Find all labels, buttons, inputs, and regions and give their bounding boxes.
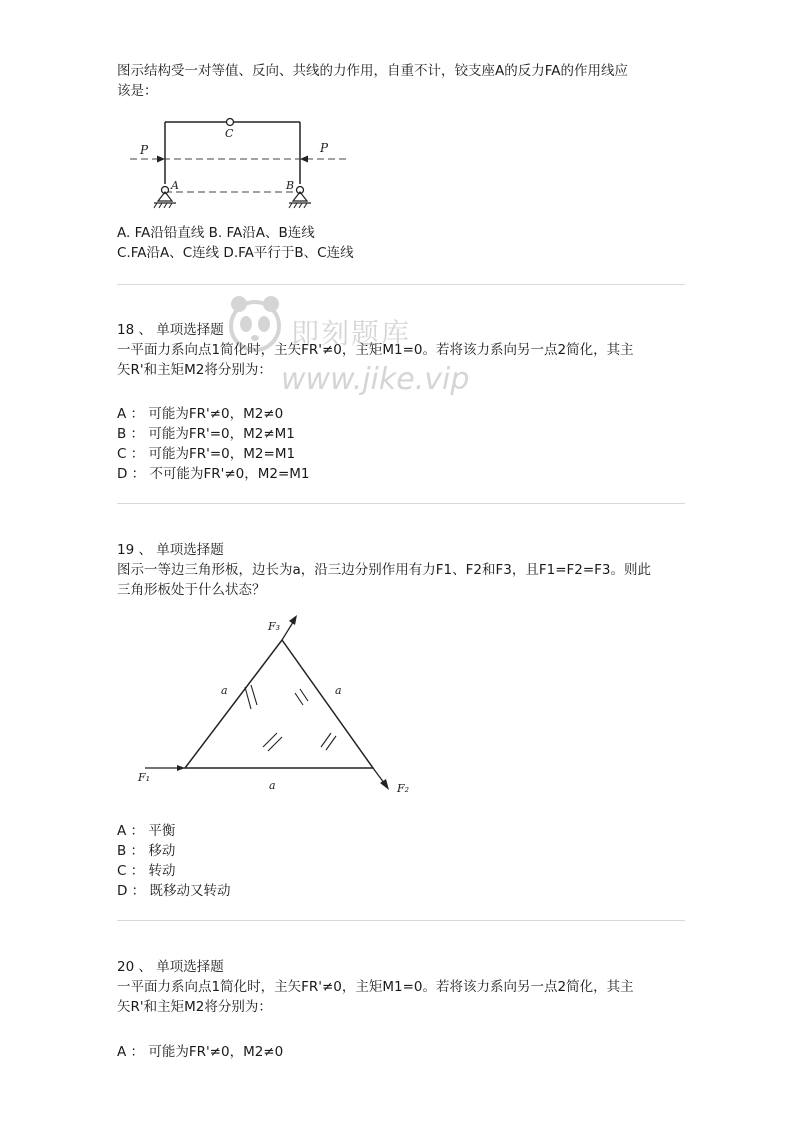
q17-stem-line1: 图示结构受一对等值、反向、共线的力作用，自重不计，铰支座A的反力FA的作用线应	[117, 63, 628, 79]
q19-option-b[interactable]: B ： 移动	[117, 843, 176, 859]
label-f2: F₂	[397, 782, 410, 795]
q20-options	[117, 1042, 283, 1062]
q19-stem-line2: 三角形板处于什么状态？	[117, 582, 266, 598]
q18-option-a[interactable]: A ： 可能为FR'≠0，M2≠0	[117, 406, 284, 422]
watermark	[225, 292, 470, 412]
q17-frame-figure	[125, 112, 355, 212]
q19-header: 19 、 单项选择题	[117, 542, 224, 558]
q20-stem-line1: 一平面力系向点1简化时，主矢FR'≠0，主矩M1=0。若将该力系向另一点2简化，其主	[117, 979, 634, 995]
label-p-left: P	[140, 143, 149, 157]
q17-stem	[117, 61, 628, 101]
q18-stem-line2: 矢R'和主矩M2将分别为：	[117, 362, 272, 378]
q20-block	[117, 957, 634, 1017]
label-a-bottom: a	[269, 779, 276, 792]
q18-option-b[interactable]: B ： 可能为FR'=0，M2≠M1	[117, 426, 295, 442]
q18-option-d[interactable]: D ： 不可能为FR'≠0，M2=M1	[117, 466, 310, 482]
divider	[117, 284, 685, 285]
arrow-p-right	[300, 156, 308, 163]
label-f1: F₁	[138, 771, 151, 784]
q17-options-line2: C.FA沿A、C连线 D.FA平行于B、C连线	[117, 245, 354, 261]
divider	[117, 503, 685, 504]
arrow-p-left	[157, 156, 165, 163]
q17-options	[117, 223, 354, 263]
q18-stem-line1: 一平面力系向点1简化时，主矢FR'≠0，主矩M1=0。若将该力系向另一点2简化，其主	[117, 342, 634, 358]
label-a: A	[171, 179, 179, 192]
label-a-right: a	[335, 684, 342, 697]
watermark-brand: 即刻题库	[291, 317, 412, 350]
label-p-right: P	[320, 141, 329, 155]
force-f2-arrow	[380, 779, 389, 790]
q19-block	[117, 540, 651, 600]
q20-stem-line2: 矢R'和主矩M2将分别为：	[117, 999, 272, 1015]
hinge-c	[227, 119, 234, 126]
q17-stem-line2: 该是：	[117, 83, 158, 99]
q18-option-c[interactable]: C ： 可能为FR'=0，M2=M1	[117, 446, 296, 462]
watermark-url: www.jike.vip	[281, 362, 470, 397]
q18-options	[117, 404, 310, 484]
divider	[117, 920, 685, 921]
label-b: B	[286, 179, 295, 192]
q17-options-line1: A. FA沿铅直线 B. FA沿A、B连线	[117, 225, 315, 241]
q19-options	[117, 821, 230, 901]
q20-option-a[interactable]: A ： 可能为FR'≠0，M2≠0	[117, 1044, 284, 1060]
triangle-plate	[185, 640, 373, 768]
q19-option-d[interactable]: D ： 既移动又转动	[117, 883, 231, 899]
q20-header: 20 、 单项选择题	[117, 959, 224, 975]
label-c: C	[225, 127, 234, 140]
label-f3: F₃	[268, 620, 281, 633]
q19-triangle-figure	[135, 605, 425, 805]
q18-header: 18 、 单项选择题	[117, 322, 224, 338]
q19-option-a[interactable]: A ： 平衡	[117, 823, 176, 839]
force-f1-arrow	[177, 765, 185, 771]
label-a-left: a	[221, 684, 228, 697]
q19-stem-line1: 图示一等边三角形板，边长为a，沿三边分别作用有力F1、F2和F3，且F1=F2=F3。则此	[117, 562, 652, 578]
force-f3-arrow	[289, 615, 297, 625]
panda-logo-icon	[225, 292, 285, 362]
q19-option-c[interactable]: C ： 转动	[117, 863, 176, 879]
